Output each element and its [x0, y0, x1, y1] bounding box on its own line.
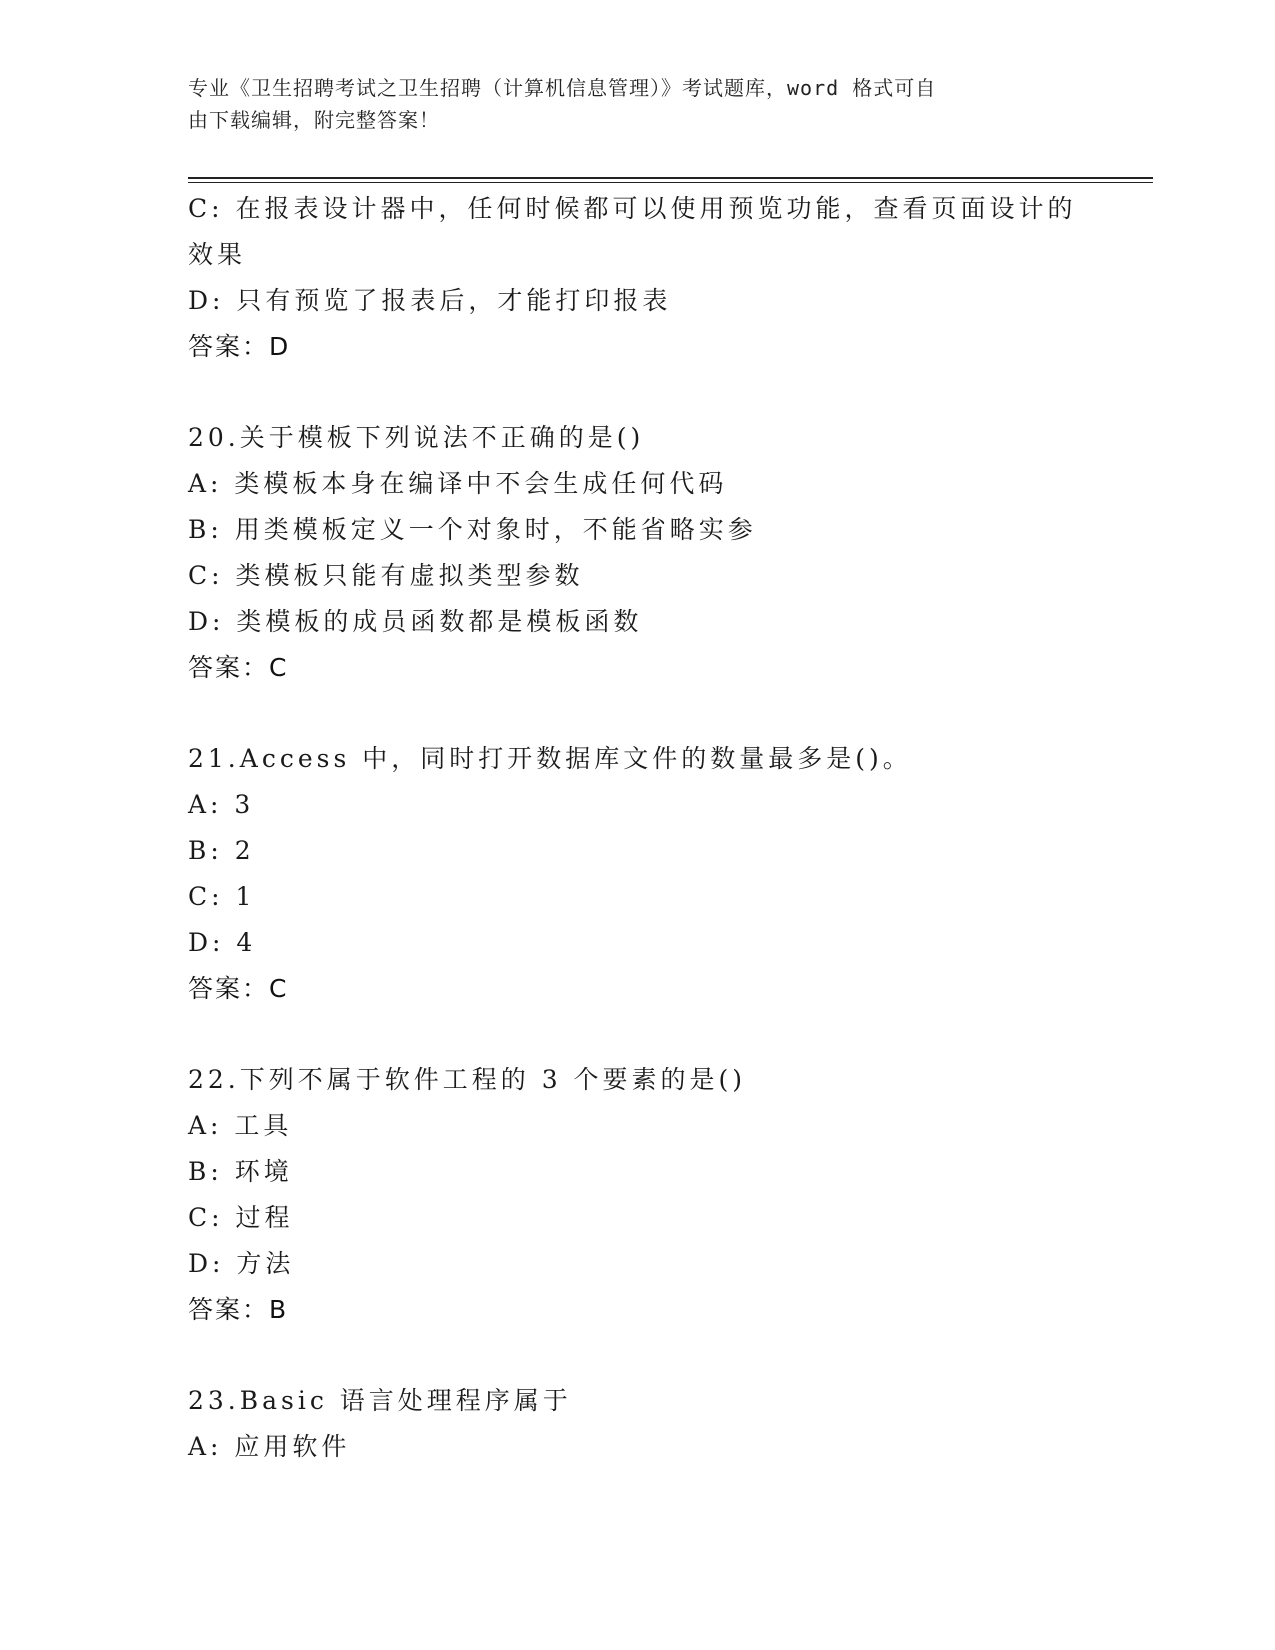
answer: 答案：B — [188, 1295, 289, 1324]
header-line-1: 专业《卫生招聘考试之卫生招聘（计算机信息管理）》考试题库，word 格式可自 — [188, 76, 937, 100]
question-stem: 22.下列不属于软件工程的 3 个要素的是() — [188, 1065, 747, 1094]
option-b: B: 用类模板定义一个对象时，不能省略实参 — [188, 515, 757, 544]
option-c: C: 1 — [188, 882, 256, 911]
option-d: D: 4 — [188, 928, 257, 957]
question-22 — [188, 1057, 1088, 1333]
option-d: D: 类模板的成员函数都是模板函数 — [188, 607, 643, 636]
question-19-tail — [188, 186, 1088, 370]
option-a: A: 应用软件 — [188, 1432, 351, 1461]
question-spacer — [188, 691, 1088, 736]
question-spacer — [188, 370, 1088, 415]
question-20 — [188, 415, 1088, 691]
question-stem: 21.Access 中，同时打开数据库文件的数量最多是()。 — [188, 744, 912, 773]
question-list — [188, 186, 1088, 1470]
answer: 答案：D — [188, 332, 291, 361]
option-c: C: 类模板只能有虚拟类型参数 — [188, 561, 584, 590]
option-d: D: 方法 — [188, 1249, 295, 1278]
option-b: B: 2 — [188, 836, 255, 865]
option-a: A: 工具 — [188, 1111, 293, 1140]
header-line-2: 由下载编辑，附完整答案！ — [188, 108, 440, 132]
option-c-continued: 效果 — [188, 240, 247, 269]
question-spacer — [188, 1012, 1088, 1057]
option-b: B: 环境 — [188, 1157, 293, 1186]
option-c: C: 过程 — [188, 1203, 294, 1232]
header-divider-thin — [188, 182, 1153, 183]
option-a: A: 3 — [188, 790, 255, 819]
answer: 答案：C — [188, 974, 289, 1003]
question-spacer — [188, 1333, 1088, 1378]
question-stem: 23.Basic 语言处理程序属于 — [188, 1386, 572, 1415]
option-d: D: 只有预览了报表后，才能打印报表 — [188, 286, 672, 315]
question-stem: 20.关于模板下列说法不正确的是() — [188, 423, 645, 452]
document-header — [188, 72, 1068, 136]
option-a: A: 类模板本身在编译中不会生成任何代码 — [188, 469, 728, 498]
header-divider-thick — [188, 177, 1153, 179]
question-21 — [188, 736, 1088, 1012]
option-c: C: 在报表设计器中，任何时候都可以使用预览功能，查看页面设计的 — [188, 194, 1077, 223]
question-23 — [188, 1378, 1088, 1470]
answer: 答案：C — [188, 653, 289, 682]
